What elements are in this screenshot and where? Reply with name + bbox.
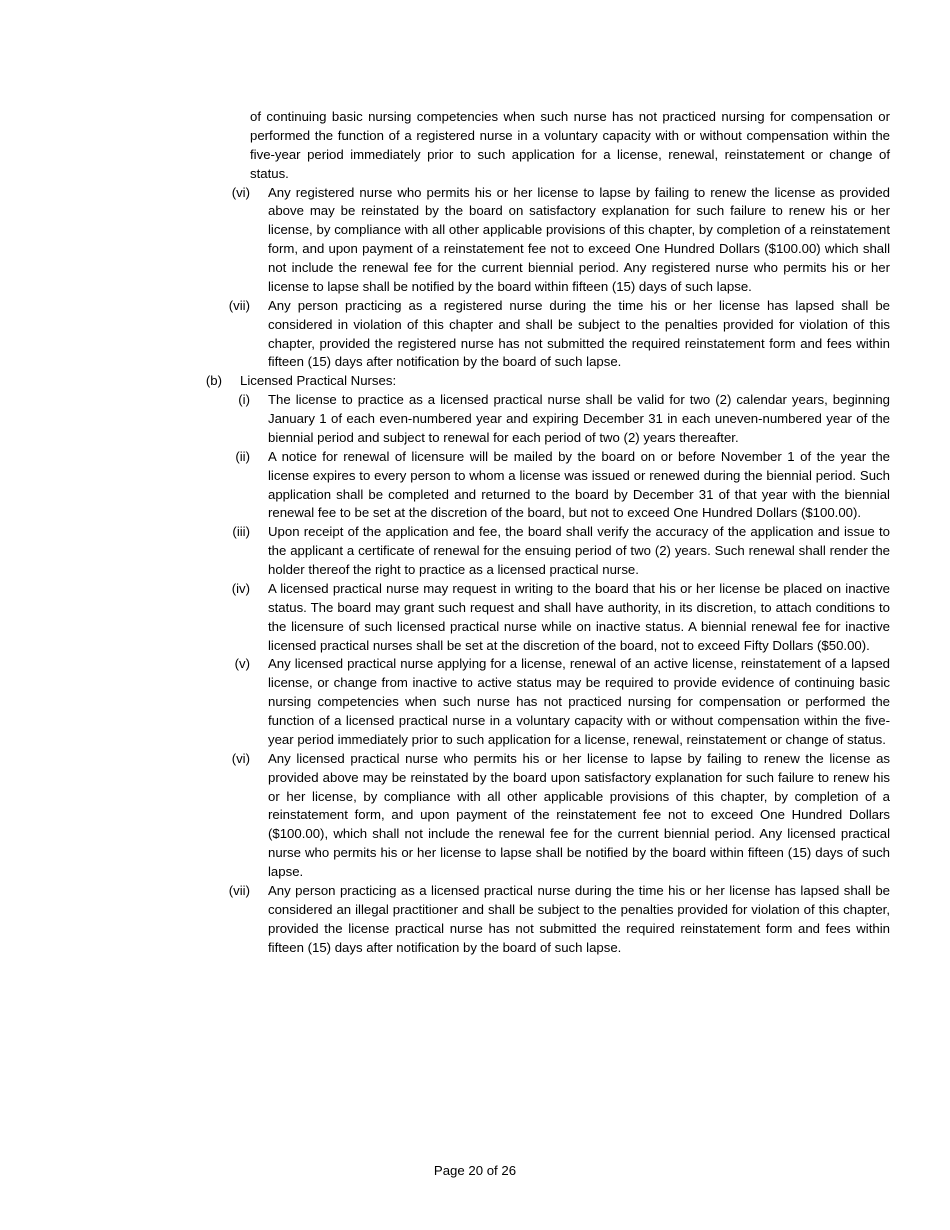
list-item-text: Any licensed practical nurse applying for a license, renewal of an active license, reinstatement of a lapsed license, or change from inactive to active status may be required to provide evidence of continuing basic nursing competencies when such nurse has not practiced nursing for compensation or performed the function of a licensed practical nurse in a voluntary capacity with or without compensation within the five-year period immediately prior to such application for a license, renewal, reinstatement or change of status. <box>268 656 890 747</box>
list-item-marker: (iii) <box>232 524 250 540</box>
list-item-text: A notice for renewal of licensure will be mailed by the board on or before November 1 of the year the license expires to every person to whom a license was issued or renewed during the biennial period. Such application shall be completed and returned to the board by December 31 of that year with the biennial renewal fee to be set at the discretion of the board, but not to exceed One Hundred Dollars ($100.00). <box>268 448 890 521</box>
continuation-paragraph: of continuing basic nursing competencies when such nurse has not practiced nursing for compensation or performed the function of a registered nurse in a voluntary capacity with or without compensation within the five-year period immediately prior to such application for a license, renewal, reinstatement or change of status. <box>250 109 890 181</box>
list-item <box>60 882 890 958</box>
list-item <box>60 750 890 882</box>
page-footer: Page 20 of 26 <box>433 1163 517 1178</box>
document-body <box>60 108 890 957</box>
list-item <box>60 580 890 656</box>
list-item <box>60 391 890 448</box>
list-item-text: Any licensed practical nurse who permits his or her license to lapse by failing to renew the license as provided above may be reinstated by the board upon satisfactory explanation for such failure to renew his or her license, by compliance with all other applicable provisions of this chapter, by completion of a reinstatement form, and upon payment of the reinstatement fee not to exceed One Hundred Dollars ($100.00), which shall not include the renewal fee for the current biennial period. Any licensed practical nurse who permits his or her license to lapse shall be notified by the board within fifteen (15) days of such lapse. <box>268 750 890 879</box>
list-item-text: Any registered nurse who permits his or her license to lapse by failing to renew the license as provided above may be reinstated by the board on satisfactory explanation for such failure to renew his or her license, by compliance with all other applicable provisions of this chapter, by completion of a reinstatement form, and upon payment of a reinstatement fee not to exceed One Hundred Dollars ($100.00) which shall not include the renewal fee for the current biennial period. Any registered nurse who permits his or her license to lapse shall be notified by the board within fifteen (15) days of such lapse. <box>268 184 890 294</box>
list-item-marker: (ii) <box>235 448 250 464</box>
list-item <box>60 297 890 373</box>
list-item-text: The license to practice as a licensed practical nurse shall be valid for two (2) calendar years, beginning January 1 of each even-numbered year and expiring December 31 in each uneven-numbered year of the biennial period and subject to renewal for each period of two (2) years thereafter. <box>268 392 890 445</box>
list-item-marker: (vi) <box>231 750 250 766</box>
list-item-marker: (vi) <box>231 184 250 200</box>
list-item-text: A licensed practical nurse may request in writing to the board that his or her license be placed on inactive status. The board may grant such request and shall have authority, in its discretion, to attach conditions to the licensure of such licensed practical nurse while on inactive status. A biennial renewal fee for inactive licensed practical nurses shall be set at the discretion of the board, not to exceed Fifty Dollars ($50.00). <box>268 580 890 653</box>
list-item-marker: (iv) <box>231 580 250 596</box>
section-b-marker: (b) <box>205 373 222 389</box>
list-item-text: Any person practicing as a licensed practical nurse during the time his or her license has lapsed shall be considered an illegal practitioner and shall be subject to the penalties provided for violation of this chapter, provided the license practical nurse has not submitted the required reinstatement form and fees within fifteen (15) days after notification by the board of such lapse. <box>268 882 890 955</box>
section-b-heading: Licensed Practical Nurses: <box>240 373 397 389</box>
list-item <box>60 448 890 524</box>
list-item-text: Any person practicing as a registered nurse during the time his or her license has lapsed shall be considered in violation of this chapter and shall be subject to the penalties provided for violation of this chapter, provided the registered nurse has not submitted the required reinstatement form and fees within fifteen (15) days after notification by the board of such lapse. <box>268 297 890 370</box>
list-item-marker: (v) <box>234 656 250 672</box>
list-item <box>60 184 890 297</box>
section-b-heading-row <box>60 372 890 391</box>
list-item <box>60 523 890 580</box>
list-item-marker: (vii) <box>228 297 250 313</box>
list-item-marker: (i) <box>238 392 250 408</box>
list-item-text: Upon receipt of the application and fee, the board shall verify the accuracy of the application and issue to the applicant a certificate of renewal for the ensuing period of two (2) years. Such renewal shall render the holder thereof the right to practice as a licensed practical nurse. <box>268 524 890 577</box>
list-item <box>60 655 890 749</box>
list-item-marker: (vii) <box>228 882 250 898</box>
